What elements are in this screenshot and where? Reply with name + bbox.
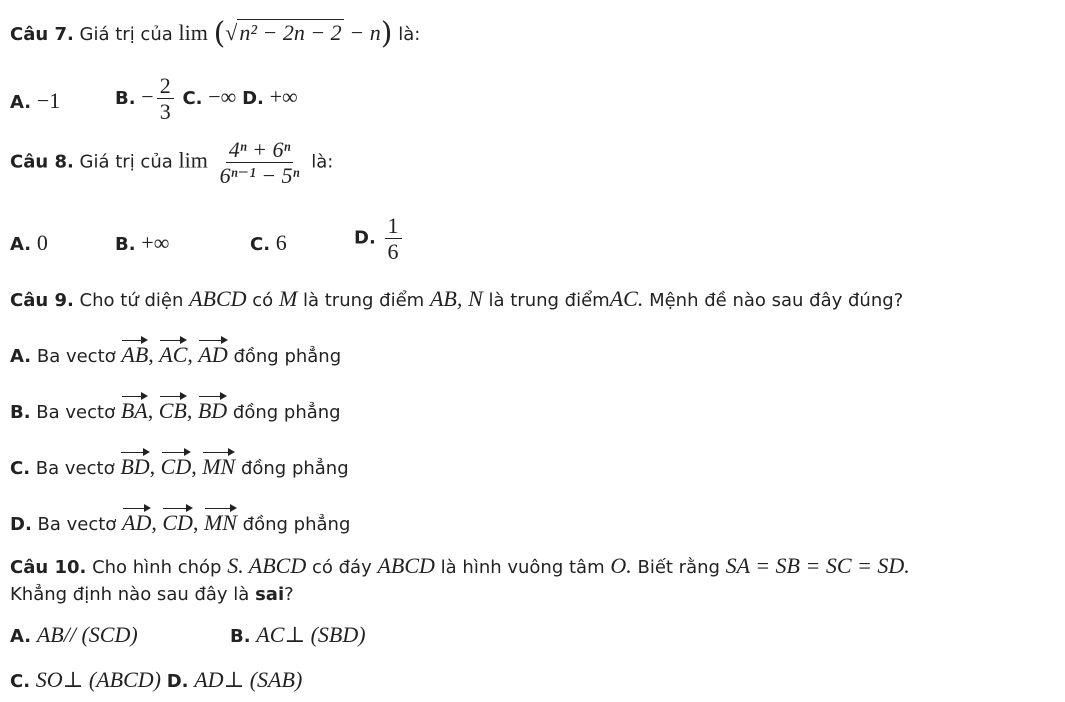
q8-option-a[interactable] [10,230,48,256]
q7-sqrt-content: n² − 2n − 2 [239,20,342,45]
q7-option-b-key: B. [115,87,136,109]
q8-den: 6ⁿ⁻¹ − 5ⁿ [219,163,300,189]
q9-option-c-key: C. [10,458,31,479]
q7-paren-close: ) [380,16,393,51]
q8-option-d-key: D. [354,227,376,249]
q9-option-c-prefix: Ba vectơ [35,458,115,479]
q9-text1: Cho tứ diện [79,290,184,311]
q8-option-a-value: 0 [36,230,48,255]
q7-option-d-value: +∞ [269,83,298,109]
q8-frac [217,138,303,187]
q8-end: là: [311,151,334,173]
q10-option-d[interactable] [166,667,303,692]
q10-stem-line-1 [10,553,910,579]
q10-abcd: ABCD [377,553,435,578]
q8-stem [10,138,333,187]
q7-stem [10,16,420,51]
q9-option-d-vector-2: CD [162,510,193,535]
q10-option-b[interactable] [230,622,366,648]
q9-ab: AB, [429,286,463,311]
q9-option-c-vector-3: MN [202,454,236,479]
q10-option-d-value: AD⊥ (SAB) [194,667,303,692]
q7-end: là: [398,24,421,45]
q8-lim: lim [178,147,208,173]
q9-option-c-suffix: đồng phẳng [240,458,349,479]
q8-text: Giá trị của [79,151,173,173]
q9-option-a-vector-2: AC [159,342,188,367]
q7-label: Câu 7. [10,24,74,45]
q10-option-c-key: C. [10,671,31,692]
q9-option-c-vector-1: BD [120,454,150,479]
q7-option-b-frac [157,74,174,123]
q9-label: Câu 9. [10,290,74,311]
q10-option-a-key: A. [10,626,32,647]
q7-sqrt-sign: √ [225,20,238,45]
q9-option-b[interactable]: B. Ba vectơ BA, CB, BD đồng phẳng [10,398,341,423]
q10-text1: Cho hình chóp [92,557,222,578]
q8-option-d-num: 1 [385,214,402,239]
q9-option-b-suffix: đồng phẳng [232,402,341,423]
q9-option-b-vector-3: BD [197,398,228,423]
q8-option-d[interactable] [354,214,405,263]
q9-option-d[interactable]: D. Ba vectơ AD, CD, MN đồng phẳng [10,510,351,535]
q9-option-c[interactable]: C. Ba vectơ BD, CD, MN đồng phẳng [10,454,349,479]
q9-text5: Mệnh đề nào sau đây đúng? [649,290,904,311]
q8-option-b[interactable] [115,230,169,256]
q9-option-b-prefix: Ba vectơ [36,402,116,423]
q7-option-d[interactable] [242,83,298,109]
q7-paren-open: ( [213,16,226,51]
q10-option-b-key: B. [230,626,251,647]
q8-option-b-value: +∞ [141,230,170,255]
q9-option-b-key: B. [10,402,31,423]
q7-option-a[interactable] [10,88,60,114]
q10-option-a[interactable] [10,622,138,648]
q9-abcd: ABCD [189,286,247,311]
q9-option-a-prefix: Ba vectơ [36,346,116,367]
q9-text4: là trung điểm [488,290,610,311]
q8-option-d-den: 6 [387,239,399,265]
q10-option-d-key: D. [166,671,189,692]
q9-option-d-key: D. [10,514,32,535]
q9-option-a-vector-1: AB [121,342,149,367]
q7-option-b-c-d [115,74,298,123]
q10-o: O. [610,553,632,578]
q7-lim: lim [178,20,208,45]
q9-n: N [468,286,483,311]
q9-option-c-vector-2: CD [160,454,192,479]
q7-option-b-den: 3 [159,99,171,125]
q7-option-a-value: −1 [36,88,61,113]
q9-option-b-vector-2: CB [158,398,187,423]
q10-stem-line-2 [10,584,294,605]
q9-text2: có [252,290,274,311]
q8-label: Câu 8. [10,151,74,173]
q7-option-d-key: D. [242,87,264,109]
q7-option-b-sign: − [141,83,154,109]
q8-option-b-key: B. [115,234,136,255]
q10-text2: có đáy [311,557,372,578]
q10-option-c[interactable] [10,667,167,692]
q9-option-b-vector-1: BA [120,398,148,423]
q10-line2-sai: sai [255,584,285,605]
q7-option-a-key: A. [10,92,32,113]
q10-equation: SA = SB = SC = SD. [725,553,910,578]
q10-option-c-d [10,667,302,693]
q7-after-sqrt: − n [349,20,381,45]
q9-option-a[interactable]: A. Ba vectơ AB, AC, AD đồng phẳng [10,342,342,367]
q10-option-c-value: SO⊥ (ABCD) [35,667,161,692]
q7-text: Giá trị của [79,24,173,45]
q10-text4: Biết rằng [637,557,720,578]
q9-option-d-prefix: Ba vectơ [37,514,117,535]
q10-line2-c: ? [284,584,294,605]
q7-option-c-key: C. [182,87,203,109]
q9-option-d-vector-3: MN [203,510,237,535]
q9-stem [10,286,903,312]
q7-option-b[interactable] [115,73,182,125]
q8-option-a-key: A. [10,234,32,255]
q9-option-a-suffix: đồng phẳng [233,346,342,367]
q7-sqrt [237,20,343,46]
q9-option-d-suffix: đồng phẳng [242,514,351,535]
q10-text3: là hình vuông tâm [440,557,605,578]
q7-option-c-value: −∞ [208,83,237,109]
q8-option-c-key: C. [250,234,271,255]
q9-option-a-vector-3: AD [198,342,228,367]
q9-text3: là trung điểm [303,290,425,311]
q8-option-d-frac [385,214,402,263]
q10-sabcd: S. ABCD [227,553,307,578]
q9-option-d-vector-1: AD [122,510,152,535]
q8-option-c-value: 6 [275,230,287,255]
q8-num: 4ⁿ + 6ⁿ [226,138,294,163]
q9-option-a-key: A. [10,346,32,367]
q10-option-b-value: AC⊥ (SBD) [256,622,366,647]
q7-option-c[interactable] [182,83,242,109]
q9-ac: AC. [609,286,644,311]
q8-option-c[interactable] [250,230,287,256]
q10-line2-a: Khẳng định nào sau đây là [10,584,250,605]
q10-option-a-value: AB// (SCD) [36,622,138,647]
q10-label: Câu 10. [10,557,87,578]
q7-option-b-num: 2 [157,74,174,99]
q9-m: M [278,286,298,311]
